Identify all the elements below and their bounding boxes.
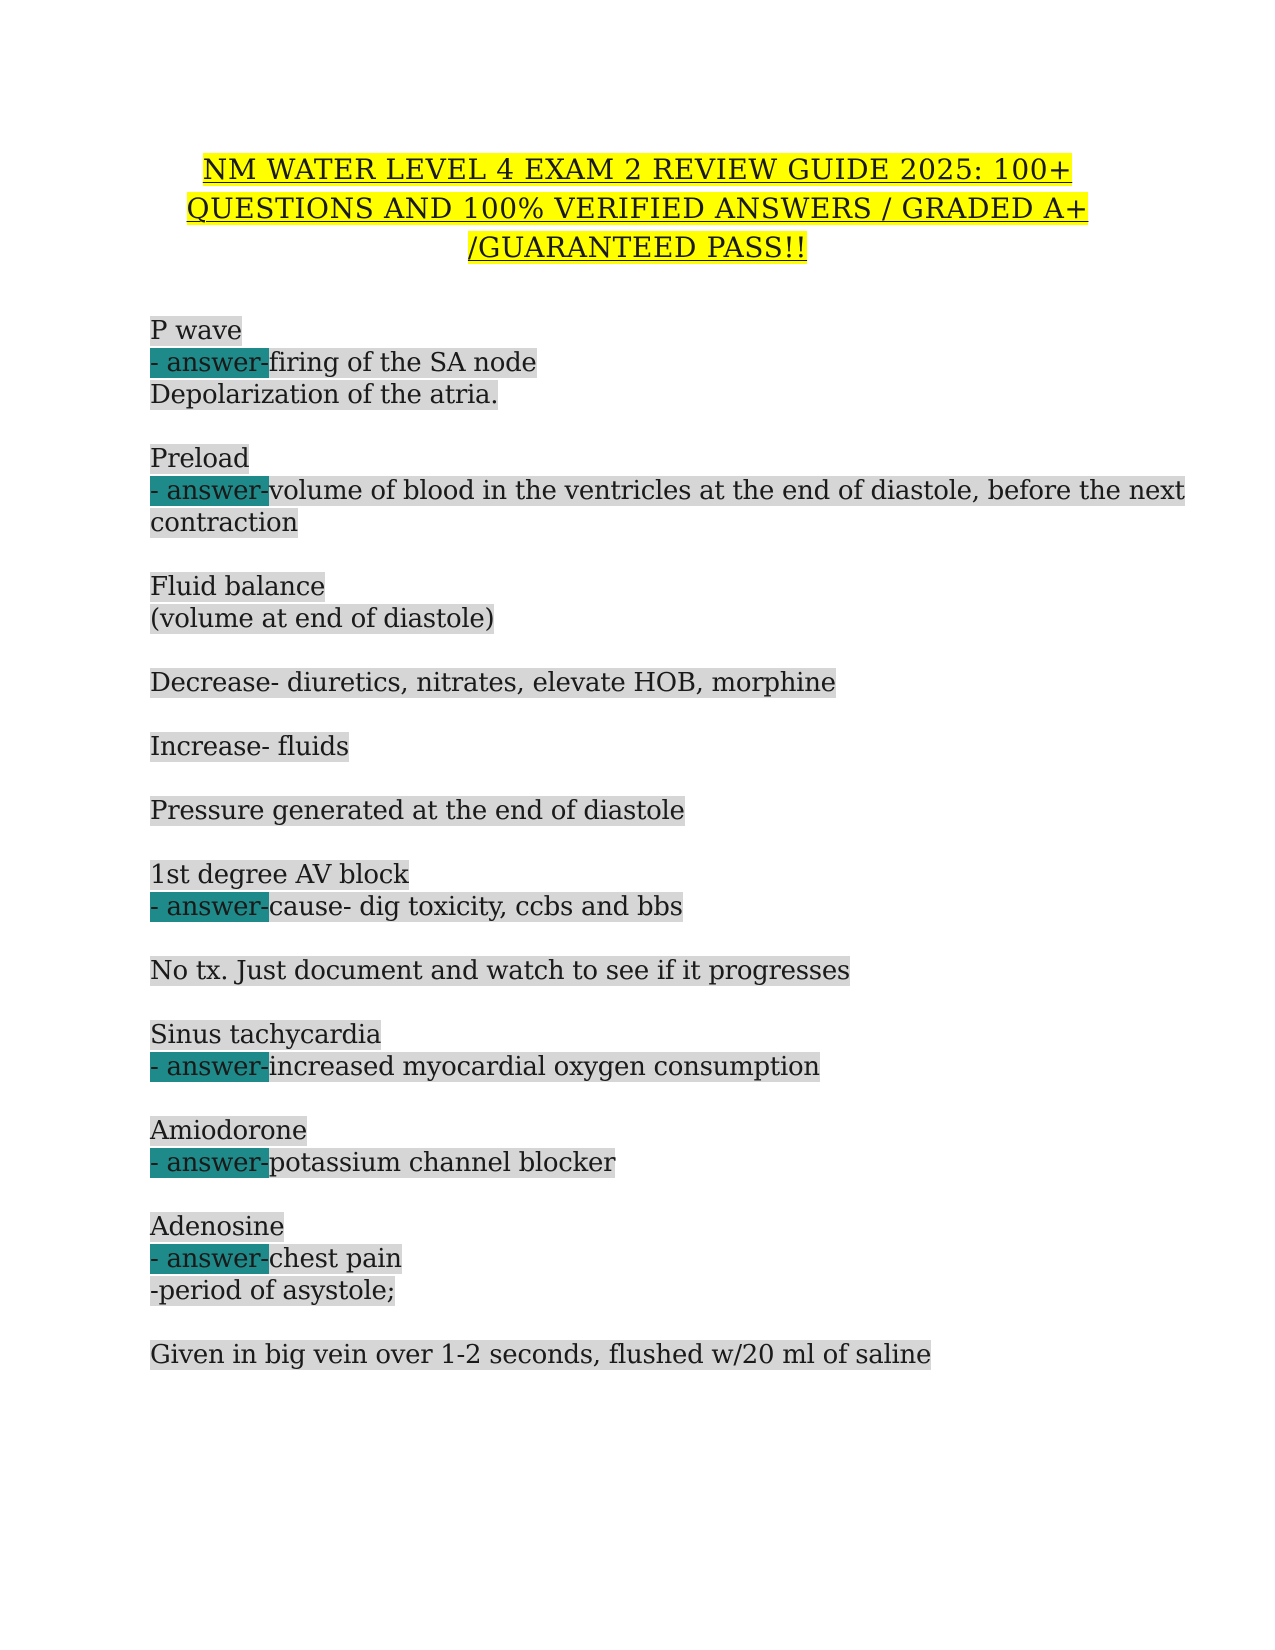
answer-continuation: Given in big vein over 1-2 seconds, flushed w/20 ml of saline xyxy=(150,1340,932,1370)
answer-continuation: Fluid balance xyxy=(150,572,326,602)
answer-marker: - answer- xyxy=(150,1148,269,1178)
answer-continuation: Depolarization of the atria. xyxy=(150,380,499,410)
answer-marker: - answer- xyxy=(150,476,269,506)
answer-continuation: -period of asystole; xyxy=(150,1276,396,1306)
term-adenosine: Adenosine xyxy=(150,1212,285,1242)
answer-continuation: Increase- fluids xyxy=(150,732,349,762)
document-title xyxy=(150,150,1125,267)
answer-line: - answer-increased myocardial oxygen consumption xyxy=(150,1052,820,1082)
title-line-3: /GUARANTEED PASS!! xyxy=(467,231,808,264)
answer-marker: - answer- xyxy=(150,348,269,378)
term-sinus-tachycardia: Sinus tachycardia xyxy=(150,1020,382,1050)
answer-line: - answer-firing of the SA node xyxy=(150,348,537,378)
answer-continuation: Decrease- diuretics, nitrates, elevate HOB, morphine xyxy=(150,668,836,698)
answer-line: - answer-potassium channel blocker xyxy=(150,1148,616,1178)
title-line-2: QUESTIONS AND 100% VERIFIED ANSWERS / GRADED A+ xyxy=(186,192,1089,225)
answer-line: - answer-chest pain xyxy=(150,1244,402,1274)
term-preload: Preload xyxy=(150,444,250,474)
answer-continuation: No tx. Just document and watch to see if it progresses xyxy=(150,956,850,986)
term-p-wave: P wave xyxy=(150,316,242,346)
answer-marker: - answer- xyxy=(150,1052,269,1082)
answer-marker: - answer- xyxy=(150,1244,269,1274)
term-amiodorone: Amiodorone xyxy=(150,1116,307,1146)
answer-continuation: Pressure generated at the end of diastole xyxy=(150,796,685,826)
answer-line: - answer-volume of blood in the ventricles at the end of diastole, before the next xyxy=(150,476,1185,506)
answer-line: - answer-cause- dig toxicity, ccbs and bbs xyxy=(150,892,683,922)
answer-marker: - answer- xyxy=(150,892,269,922)
answer-continuation: (volume at end of diastole) xyxy=(150,604,495,634)
answer-continuation: contraction xyxy=(150,508,298,538)
term-av-block: 1st degree AV block xyxy=(150,860,409,890)
title-line-1: NM WATER LEVEL 4 EXAM 2 REVIEW GUIDE 2025: 100+ xyxy=(202,153,1073,186)
